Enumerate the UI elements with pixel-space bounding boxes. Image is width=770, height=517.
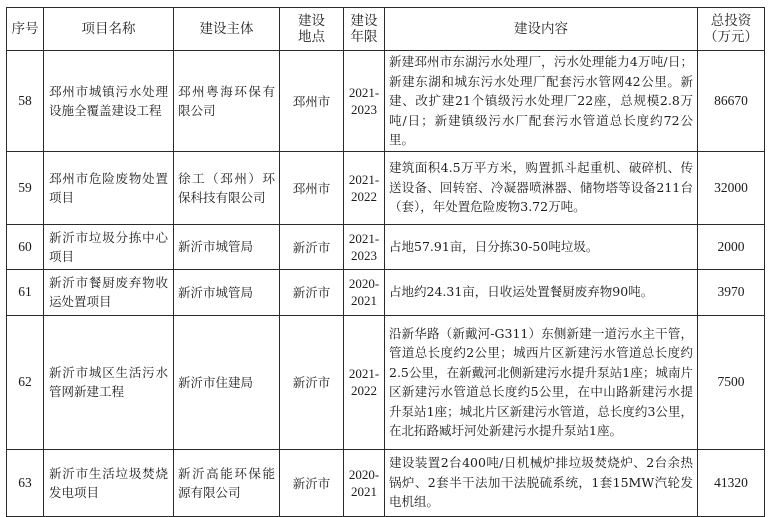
cell-content — [385, 315, 698, 449]
cell-seq: 59 — [7, 151, 44, 224]
header-owner: 建设主体 — [174, 8, 280, 51]
cell-name — [44, 269, 174, 315]
cell-owner — [174, 51, 280, 152]
cell-name — [44, 224, 174, 269]
header-location — [280, 8, 344, 51]
cell-period: 2020-2021 — [344, 269, 385, 315]
cell-location: 新沂市 — [280, 449, 344, 516]
cell-investment: 7500 — [698, 315, 765, 449]
table-row — [7, 151, 765, 224]
cell-name — [44, 449, 174, 516]
cell-owner-text: 徐工（邳州）环保科技有限公司 — [178, 170, 275, 205]
cell-content-text: 新建邳州市东湖污水处理厂，污水处理能力4万吨/日；新建东湖和城东污水处理厂配套污水管网42公里。新建、改扩建21个镇级污水处理厂22座，总规模2.8万吨/日；新建镇级污水厂配套污水管道总长度约72公里。 — [389, 54, 693, 147]
cell-location: 邳州市 — [280, 51, 344, 152]
cell-investment: 2000 — [698, 224, 765, 269]
cell-seq: 62 — [7, 315, 44, 449]
header-period — [344, 8, 385, 51]
cell-seq: 61 — [7, 269, 44, 315]
cell-name-text: 邳州市危险废物处置项目 — [49, 170, 168, 205]
cell-owner-text: 新沂市住建局 — [178, 374, 254, 390]
cell-content — [385, 449, 698, 516]
header-row — [7, 8, 765, 51]
header-investment — [698, 8, 765, 51]
cell-period: 2021-2022 — [344, 315, 385, 449]
project-table — [6, 7, 765, 517]
cell-investment: 32000 — [698, 151, 765, 224]
cell-owner-text: 邳州粤海环保有限公司 — [178, 83, 275, 118]
cell-owner-text: 新沂市城管局 — [178, 239, 254, 254]
cell-content-text: 建设装置2台400吨/日机械炉排垃圾焚烧炉、2台余热锅炉、2套半干法加干法脱硫系统，1套15MW汽轮发电机组。 — [389, 455, 693, 510]
cell-owner — [174, 449, 280, 516]
cell-location: 新沂市 — [280, 224, 344, 269]
cell-name — [44, 315, 174, 449]
header-seq: 序号 — [7, 8, 44, 51]
cell-content-text: 沿新华路（新戴河-G311）东侧新建一道污水主干管，管道总长度约2公里；城西片区新建污水管道总长度约2.5公里，在新戴河北侧新建污水提升泵站1座；城南片区新建污水管道总长度约5公里，在中山路新建污水提升泵站1座；城北片区新建污水管道，总长度约3公里，在北拓路臧圩河处新建污水提升泵站1座。 — [389, 325, 693, 438]
cell-seq: 58 — [7, 51, 44, 152]
cell-content-text: 占地约24.31亩，日收运处置餐厨废弃物90吨。 — [389, 284, 654, 300]
cell-owner — [174, 224, 280, 269]
cell-period: 2020-2021 — [344, 449, 385, 516]
cell-owner-text: 新沂市城管局 — [178, 284, 254, 300]
cell-name-text: 新沂市垃圾分拣中心项目 — [49, 229, 168, 264]
cell-name-text: 新沂市城区生活污水管网新建工程 — [49, 365, 168, 399]
cell-content — [385, 224, 698, 269]
table-row — [7, 315, 765, 449]
cell-name-text: 邳州市城镇污水处理设施全覆盖建设工程 — [49, 83, 168, 118]
cell-content — [385, 51, 698, 152]
header-period-text: 建设年限 — [350, 13, 378, 45]
cell-seq: 63 — [7, 449, 44, 516]
table-row — [7, 51, 765, 152]
cell-location: 邳州市 — [280, 151, 344, 224]
cell-content-text: 建筑面积4.5万平方米，购置抓斗起重机、破碎机、传送设备、回转窑、冷凝器喷淋器、储物塔等设备211台（套），年处置危险废物3.72万吨。 — [389, 160, 693, 215]
cell-location: 新沂市 — [280, 269, 344, 315]
cell-period: 2021-2023 — [344, 51, 385, 152]
cell-investment: 86670 — [698, 51, 765, 152]
cell-owner — [174, 151, 280, 224]
cell-content — [385, 269, 698, 315]
cell-investment: 3970 — [698, 269, 765, 315]
cell-location: 新沂市 — [280, 315, 344, 449]
cell-name-text: 新沂市餐厨废弃物收运处置项目 — [49, 275, 168, 309]
project-table-page — [6, 7, 764, 517]
cell-owner-text: 新沂高能环保能源有限公司 — [178, 465, 275, 500]
cell-name — [44, 151, 174, 224]
cell-period: 2021-2022 — [344, 151, 385, 224]
cell-owner — [174, 315, 280, 449]
header-location-text: 建设地点 — [298, 13, 325, 45]
table-row — [7, 224, 765, 269]
cell-owner — [174, 269, 280, 315]
header-name: 项目名称 — [44, 8, 174, 51]
header-content: 建设内容 — [385, 8, 698, 51]
cell-name — [44, 51, 174, 152]
cell-investment: 41320 — [698, 449, 765, 516]
table-row — [7, 269, 765, 315]
cell-content-text: 占地57.91亩，日分拣30-50吨垃圾。 — [389, 238, 599, 254]
cell-seq: 60 — [7, 224, 44, 269]
cell-name-text: 新沂市生活垃圾焚烧发电项目 — [49, 465, 168, 500]
cell-period: 2021-2023 — [344, 224, 385, 269]
table-row — [7, 449, 765, 516]
header-investment-text: 总投资（万元） — [704, 13, 758, 45]
cell-content — [385, 151, 698, 224]
